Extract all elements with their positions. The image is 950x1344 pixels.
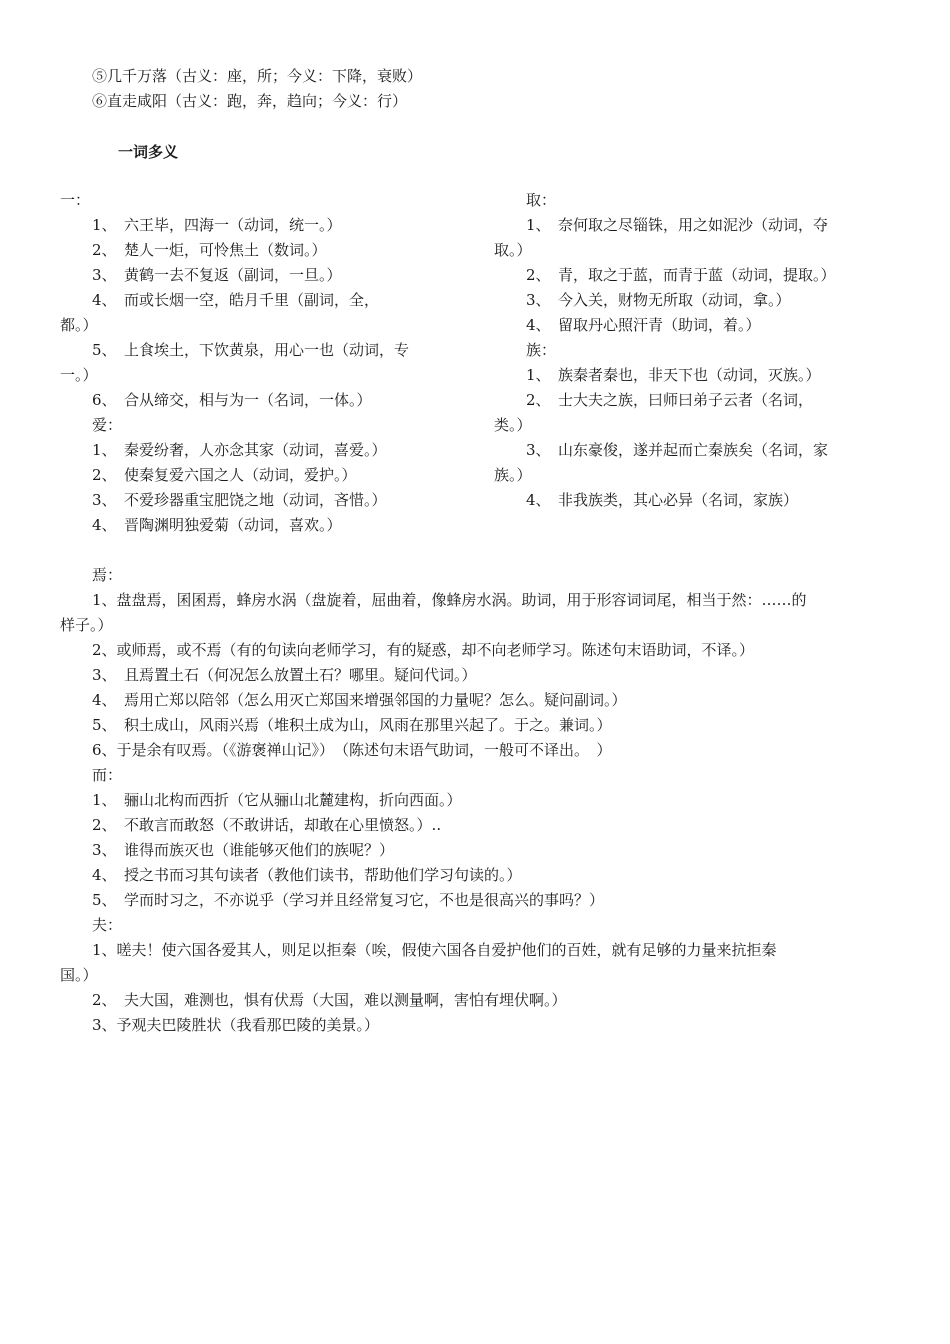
left-line: 都。） (60, 316, 98, 334)
right-line: 1、 族秦者秦也，非天下也（动词，灭族。） (526, 366, 821, 384)
right-line: 2、 士大夫之族，曰师曰弟子云者（名词， (526, 391, 814, 409)
left-line: 2、 楚人一炬，可怜焦土（数词。） (92, 241, 327, 259)
body-line: 4、 授之书而习其句读者（教他们读书，帮助他们学习句读的。） (92, 866, 522, 884)
section-title: 一词多义 (118, 143, 179, 161)
left-line: 3、 不爱珍器重宝肥饶之地（动词，吝惜。） (92, 491, 387, 509)
right-line: 类。） (494, 416, 532, 434)
body-line: 2、 不敢言而敢怒（不敢讲话，却敢在心里愤怒。）.. (92, 816, 442, 834)
body-line: 3、 谁得而族灭也（谁能够灭他们的族呢？） (92, 841, 395, 859)
body-line: 2、或师焉，或不焉（有的句读向老师学习，有的疑惑，却不向老师学习。陈述句末语助词，不译。） (92, 641, 755, 659)
left-line: 3、 黄鹤一去不复返（副词，一旦。） (92, 266, 342, 284)
body-line: 3、予观夫巴陵胜状（我看那巴陵的美景。） (92, 1016, 380, 1034)
left-line: 一。） (60, 366, 98, 384)
right-line: 3、 今入关，财物无所取（动词，拿。） (526, 291, 791, 309)
left-line: 4、 晋陶渊明独爱菊（动词，喜欢。） (92, 516, 342, 534)
right-line: 族。） (494, 466, 532, 484)
body-line: 夫： (92, 916, 123, 934)
body-line: 样子。） (60, 616, 113, 634)
left-line: 1、 秦爱纷奢，人亦念其家（动词，喜爱。） (92, 441, 387, 459)
body-line: 国。） (60, 966, 98, 984)
body-line: 1、嗟夫！使六国各爱其人，则足以拒秦（唉，假使六国各自爱护他们的百姓，就有足够的力量来抗拒秦 (92, 941, 777, 959)
right-line: 取。） (494, 241, 532, 259)
right-line: 取： (526, 191, 557, 209)
body-line: 2、 夫大国，难测也，惧有伏焉（大国，难以测量啊，害怕有埋伏啊。） (92, 991, 567, 1009)
left-line: 2、 使秦复爱六国之人（动词，爱护。） (92, 466, 357, 484)
left-line: 5、 上食埃土，下饮黄泉，用心一也（动词，专 (92, 341, 410, 359)
left-line: 一： (60, 191, 91, 209)
right-line: 4、 留取丹心照汗青（助词，着。） (526, 316, 761, 334)
body-line: 而： (92, 766, 123, 784)
right-line: 族： (526, 341, 557, 359)
intro-line: ⑤几千万落（古义：座，所；今义：下降，衰败） (92, 67, 423, 85)
left-line: 1、 六王毕，四海一（动词，统一。） (92, 216, 342, 234)
body-line: 1、盘盘焉，囷囷焉，蜂房水涡（盘旋着，屈曲着，像蜂房水涡。助词，用于形容词词尾，相当于然：……的 (92, 591, 807, 609)
intro-line: ⑥直走咸阳（古义：跑，奔，趋向；今义：行） (92, 92, 408, 110)
body-line: 3、 且焉置土石（何况怎么放置土石？哪里。疑问代词。） (92, 666, 477, 684)
body-line: 6、于是余有叹焉。（《游褒禅山记》） （陈述句末语气助词，一般可不译出。 ） (92, 741, 612, 759)
body-line: 5、 学而时习之，不亦说乎（学习并且经常复习它，不也是很高兴的事吗？） (92, 891, 605, 909)
right-line: 1、 奈何取之尽锱铢，用之如泥沙（动词，夺 (526, 216, 829, 234)
body-line: 5、 积土成山，风雨兴焉（堆积土成为山，风雨在那里兴起了。于之。兼词。） (92, 716, 612, 734)
right-line: 2、 青，取之于蓝，而青于蓝（动词，提取。） (526, 266, 836, 284)
body-line: 4、 焉用亡郑以陪邻（怎么用灭亡郑国来增强邻国的力量呢？怎么。疑问副词。） (92, 691, 627, 709)
body-line: 1、 骊山北构而西折（它从骊山北麓建构，折向西面。） (92, 791, 462, 809)
body-line: 焉： (92, 566, 123, 584)
left-line: 6、 合从缔交，相与为一（名词，一体。） (92, 391, 372, 409)
left-line: 爱： (92, 416, 123, 434)
left-line: 4、 而或长烟一空，皓月千里（副词，全， (92, 291, 380, 309)
right-line: 4、 非我族类，其心必异（名词，家族） (526, 491, 799, 509)
right-line: 3、 山东豪俊，遂并起而亡秦族矣（名词，家 (526, 441, 829, 459)
